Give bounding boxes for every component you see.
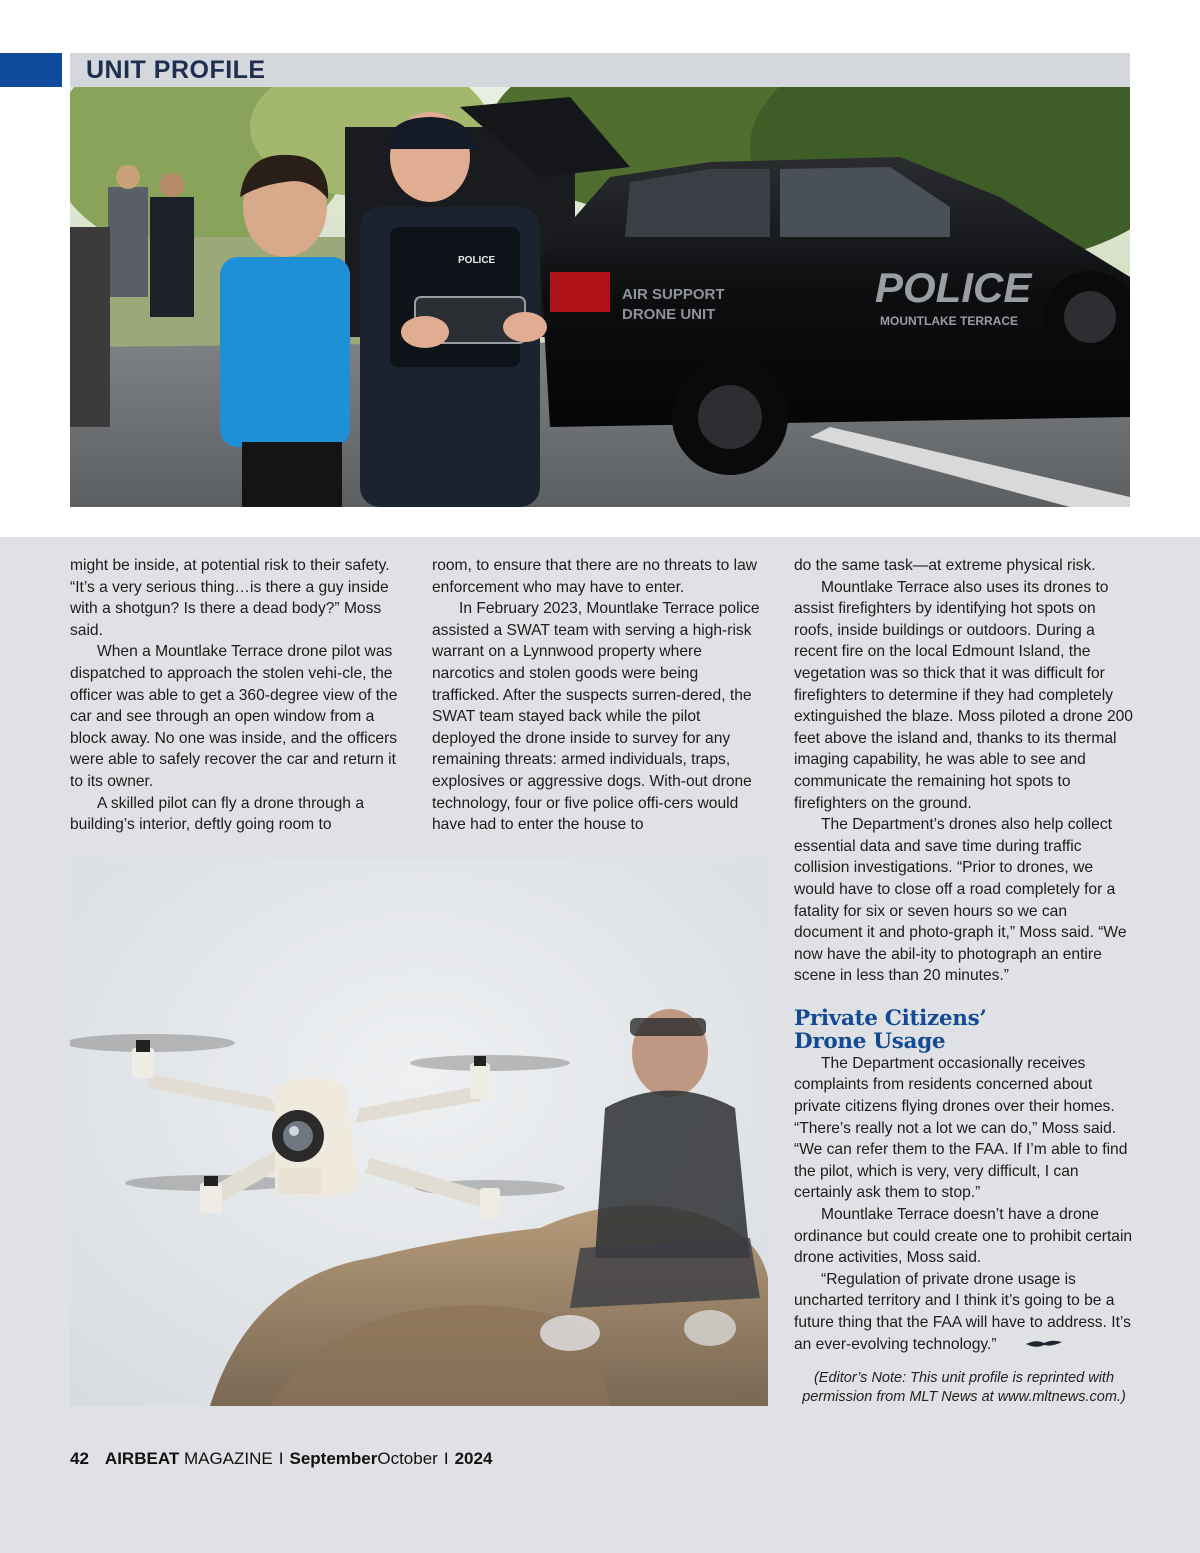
paragraph: Mountlake Terrace doesn’t have a drone ordinance but could create one to prohibit certain drone activities, Moss said. [794, 1206, 1133, 1267]
car-city-text: MOUNTLAKE TERRACE [880, 314, 1018, 328]
issue-month-bold: September [289, 1449, 378, 1468]
text-column-2 [432, 555, 766, 836]
car-door-text-2: DRONE UNIT [622, 306, 716, 323]
subhead-line-1: Private Citizens’ [794, 1005, 987, 1031]
car-police-logo: POLICE [875, 264, 1032, 311]
paragraph: When a Mountlake Terrace drone pilot was dispatched to approach the stolen vehi-cle, the officer was able to get a 360-degree view of the car and see through an open window from a block away. No one was inside, and the officers were able to safely recover the car and return it to its owner. [70, 643, 398, 790]
paragraph: The Department occasionally receives complaints from residents concerned about private citizens flying drones over their homes. “There’s really not a lot we can do,” Moss said. “We can refer them to the FAA. If I’m able to find the pilot, which is very, very difficult, I can certainly ask them to stop.” [794, 1054, 1128, 1202]
editors-note-line-2: permission from MLT News at www.mltnews.com.) [802, 1389, 1126, 1406]
end-mark-icon [999, 1334, 1062, 1356]
paragraph: “Regulation of private drone usage is uncharted territory and I think it’s going to be a future thing that the FAA will have to address. It’s an ever-evolving technology.” [794, 1270, 1131, 1353]
magazine-word: MAGAZINE [183, 1449, 273, 1468]
issue-year: 2024 [454, 1449, 493, 1468]
vest-label: POLICE [458, 255, 496, 266]
paragraph: might be inside, at potential risk to their safety. “It’s a very serious thing…is there a guy inside with a shotgun? Is there a dead body?” Moss said. [70, 557, 390, 639]
paragraph: In February 2023, Mountlake Terrace police assisted a SWAT team with serving a high-risk warrant on a Lynnwood property where narcotics and stolen goods were being trafficked. After the suspects surren-dered, the SWAT team stayed back while the pilot deployed the drone inside to survey for any remaining threats: armed individuals, traps, explosives or aggressive dogs. With-out drone technology, four or five police offi-cers would have had to enter the house to [432, 600, 760, 834]
subhead-line-2: Drone Usage [794, 1028, 946, 1054]
section-accent-block [0, 53, 62, 87]
paragraph: Mountlake Terrace also uses its drones to assist firefighters by identifying hot spots on roofs, inside buildings or outdoors. During a recent fire on the local Edmount Island, the vegetation was so thick that it was difficult for firefighters to determine if they had completely extinguished the blaze. Moss piloted a drone 200 feet above the island and, thanks to its thermal imaging capability, he was able to see and communicate the remaining hot spots to firefighters on the ground. [794, 578, 1133, 812]
car-door-text-1: AIR SUPPORT [622, 286, 725, 303]
text-column-1 [70, 555, 404, 836]
issue-month: October [377, 1449, 438, 1468]
photo-officer-and-police-suv [70, 87, 1130, 507]
page-footer [70, 1449, 492, 1469]
editors-note-line-1: (Editor’s Note: This unit profile is reprinted with [813, 1370, 1115, 1387]
section-title: UNIT PROFILE [86, 56, 266, 84]
paragraph: room, to ensure that there are no threats to law enforcement who may have to enter. [432, 557, 758, 596]
page-number: 42 [70, 1449, 89, 1468]
editors-note [794, 1369, 1134, 1407]
footer-divider: I [278, 1449, 284, 1468]
photo-drone-and-pilot [70, 858, 768, 1406]
paragraph: The Department’s drones also help collect essential data and save time during traffic collision investigations. “Prior to drones, we would have to close off a road completely for a fatality for six or seven hours so we can document it and photo-graph it,” Moss said. “We now have the abil-ity to photograph an entire scene in less than 20 minutes.” [794, 816, 1127, 985]
paragraph: A skilled pilot can fly a drone through a building’s interior, deftly going room to [70, 794, 364, 834]
section-header-bar [70, 53, 1130, 87]
paragraph: do the same task—at extreme physical risk. [794, 557, 1096, 574]
subhead-private-citizens [794, 1007, 1134, 1053]
text-column-3 [794, 555, 1134, 1407]
footer-divider: I [443, 1449, 449, 1468]
magazine-name-bold: AIRBEAT [104, 1449, 180, 1468]
